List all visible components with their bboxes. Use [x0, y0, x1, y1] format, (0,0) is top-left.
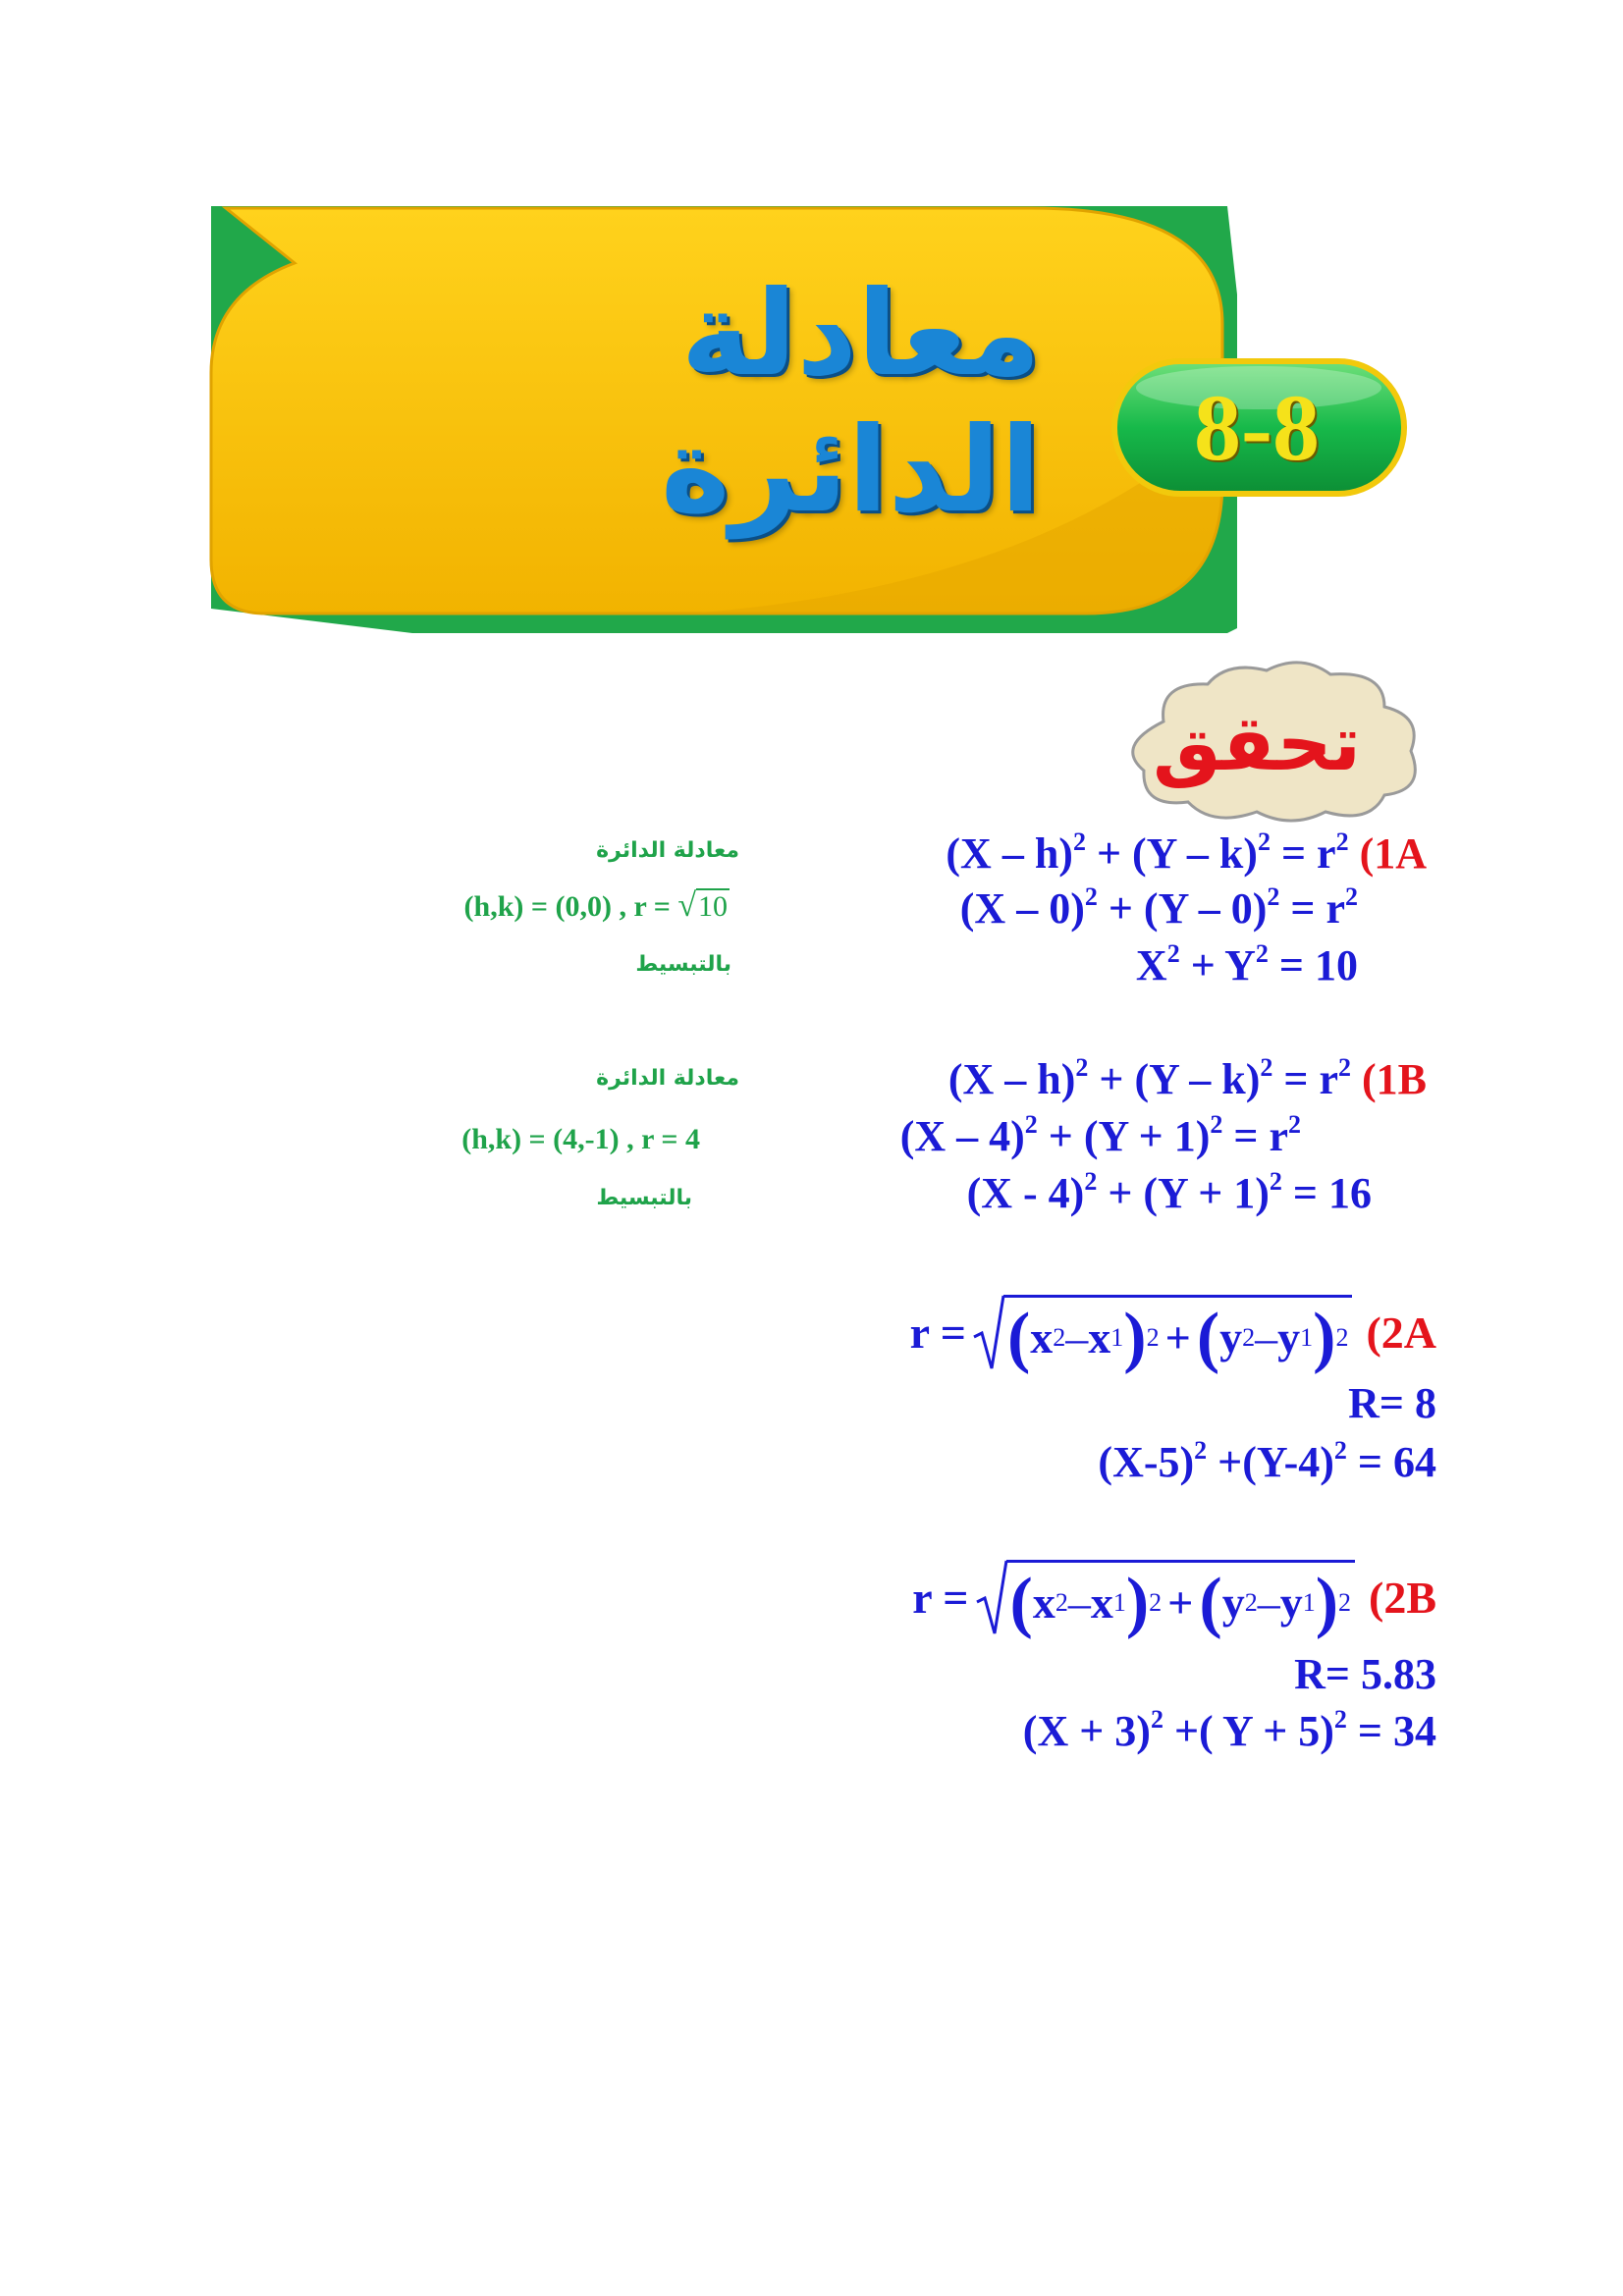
ex2a-radical: ( x 2 – x 1 ) 2 + ( y 2 – y 1 ) 2	[972, 1294, 1352, 1372]
lesson-title: معادلة الدائرة	[660, 266, 1041, 539]
ex2a-label: (2A	[1366, 1308, 1436, 1358]
ex2b-result: $(X + 3)^2$ +( Y + 5)$^2$ = 34	[1022, 1705, 1436, 1755]
ex1a-line2: $(X - 0)^2 + (Y - 0)^2 = r^2$	[959, 882, 1358, 933]
ex2b-radical: ( x 2 – x 1 ) 2 + ( y 2 – y 1 ) 2	[975, 1559, 1355, 1637]
ex1a-line1: $(X - h)^2 + (Y - k)^2 = r^2$ (1A	[946, 828, 1427, 878]
check-label: تحقق	[1153, 699, 1361, 788]
ex1a-note-center: (h,k) = (0,0) , r = √10	[463, 887, 728, 924]
ex1a-note-simplify: بالتبسيط	[635, 952, 731, 977]
ex2b-label: (2B	[1369, 1573, 1436, 1623]
ex2a-distance-formula: r = ( x 2 – x 1 ) 2 + ( y 2 – y 1 ) 2 (2A	[910, 1294, 1436, 1372]
ex2b-radius: R= 5.83	[1294, 1650, 1436, 1698]
ex1b-line1: $(X - h)^2 + (Y - k)^2 = r^2$ (1B	[947, 1053, 1427, 1103]
lesson-number: 8-8	[1194, 374, 1320, 480]
ex2b-distance-formula: r = ( x 2 – x 1 ) 2 + ( y 2 – y 1 ) 2 (2B	[912, 1559, 1436, 1637]
ex1b-label: (1B	[1362, 1055, 1427, 1103]
ex1a-note-title: معادلة الدائرة	[596, 838, 739, 863]
ex1a-label: (1A	[1359, 829, 1427, 878]
ex1a-line3: $X^2 + Y^2 = 10$	[1135, 939, 1358, 989]
ex1b-note-center: (h,k) = (4,-1) , r = 4	[461, 1123, 700, 1155]
ex2a-radius: R= 8	[1348, 1379, 1436, 1427]
ex1b-line3: $(X - 4)^2 + (Y + 1)^2 = 16$	[966, 1167, 1372, 1217]
ex1b-line2: $(X - 4)^2 + (Y + 1)^2 = r^2$	[899, 1110, 1301, 1160]
ex2a-result: $(X-5)^2 +(Y-4)^2 = 64$	[1098, 1436, 1436, 1486]
ex1b-note-title: معادلة الدائرة	[596, 1066, 739, 1091]
ex1b-note-simplify: بالتبسيط	[596, 1186, 692, 1210]
